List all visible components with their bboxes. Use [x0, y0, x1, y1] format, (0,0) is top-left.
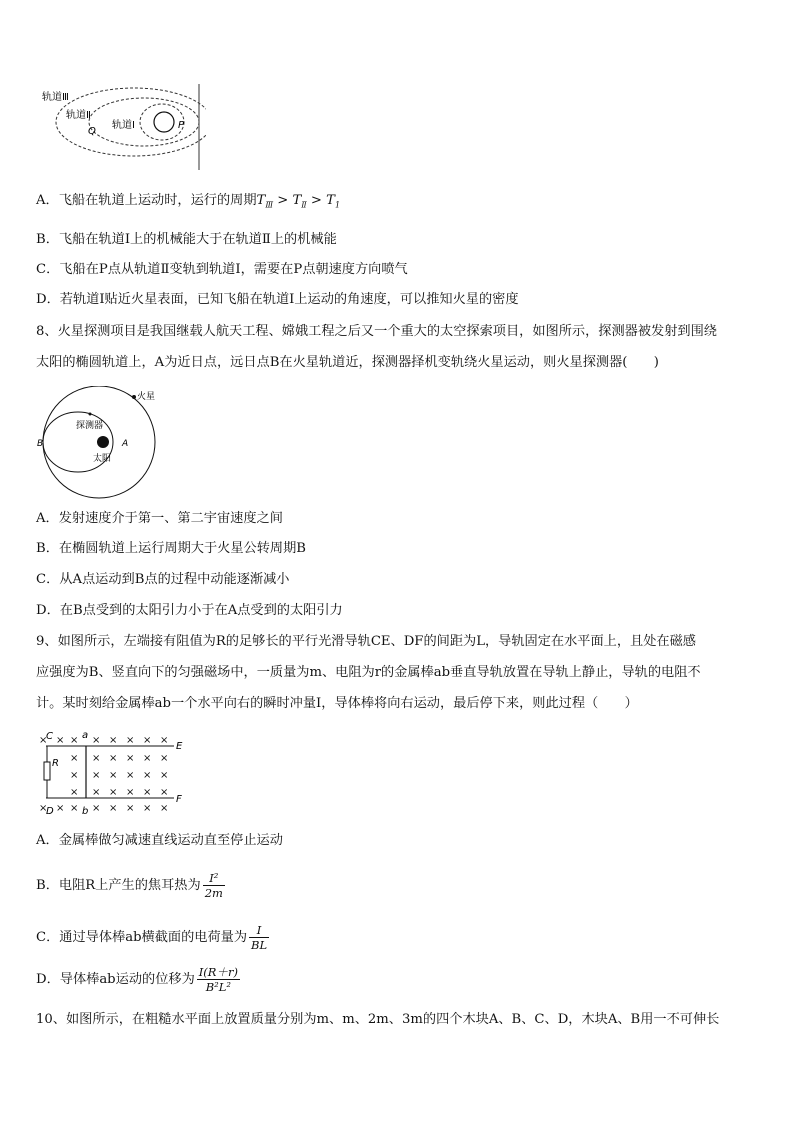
- q9-c-denominator: BL: [251, 938, 268, 952]
- q9-option-b-fraction: [203, 871, 225, 900]
- label-mars: 火星: [137, 392, 156, 402]
- field-cross: ×: [56, 803, 65, 814]
- q9-option-d: [36, 964, 766, 998]
- sun-dot: [97, 436, 109, 448]
- q8-option-d: D．在B点受到的太阳引力小于在A点受到的太阳引力: [36, 603, 343, 618]
- mars-dot: [132, 395, 136, 399]
- q7-option-b: B．飞船在轨道Ⅰ上的机械能大于在轨道Ⅱ上的机械能: [36, 232, 337, 247]
- field-cross: ×: [126, 787, 135, 798]
- label-point-a: A: [122, 439, 129, 449]
- q9-option-c-text: C．通过导体棒ab横截面的电荷量为: [36, 930, 248, 945]
- orbit-figure: [36, 82, 206, 174]
- q9-option-b-text: B．电阻R上产生的焦耳热为: [36, 878, 201, 893]
- q10-stem-line1: 10、如图所示，在粗糙水平面上放置质量分别为m、m、2m、3m的四个木块A、B、C、D，木块A、B用一不可伸长: [36, 1012, 720, 1027]
- label-c: C: [46, 731, 53, 742]
- field-cross: ×: [126, 735, 135, 746]
- field-cross: ×: [160, 735, 169, 746]
- q7-option-d: D．若轨道Ⅰ贴近火星表面，已知飞船在轨道Ⅰ上运动的角速度，可以推知火星的密度: [36, 292, 519, 307]
- field-cross: ×: [126, 770, 135, 781]
- q7-option-c: C．飞船在P点从轨道Ⅱ变轨到轨道Ⅰ，需要在P点朝速度方向喷气: [36, 262, 408, 277]
- q8-stem-line2: 太阳的椭圆轨道上，A为近日点，远日点B在火星轨道近，探测器择机变轨绕火星运动，则火星探测器( ): [36, 355, 659, 370]
- q9-stem-line1: 9、如图所示，左端接有阻值为R的足够长的平行光滑导轨CE、DF的间距为L，导轨固定在水平面上，且处在磁感: [36, 634, 696, 649]
- field-cross: ×: [143, 735, 152, 746]
- probe-dot: [89, 413, 92, 416]
- q9-b-numerator: I²: [203, 871, 225, 886]
- label-r: R: [52, 758, 59, 769]
- label-e: E: [176, 741, 183, 752]
- field-cross: ×: [160, 753, 169, 764]
- q7-option-a-text: A．飞船在轨道上运动时，运行的周期: [36, 193, 257, 208]
- field-cross: ×: [92, 770, 101, 781]
- label-track1: 轨道Ⅰ: [112, 120, 135, 131]
- field-cross: ×: [160, 787, 169, 798]
- field-cross: ×: [92, 753, 101, 764]
- resistor: [44, 762, 50, 780]
- label-point-q: Q: [88, 126, 96, 137]
- field-cross: ×: [126, 753, 135, 764]
- field-cross: ×: [92, 803, 101, 814]
- field-cross: ×: [143, 787, 152, 798]
- field-cross: ×: [70, 735, 79, 746]
- field-crosses: [39, 735, 168, 814]
- label-track3: 轨道Ⅲ: [42, 92, 69, 103]
- mars-planet: [154, 112, 174, 132]
- label-sun: 太阳: [93, 454, 112, 464]
- field-cross: ×: [109, 735, 118, 746]
- q9-option-c-fraction: [249, 923, 269, 952]
- label-f: F: [176, 794, 182, 805]
- sun-mars-figure: [36, 386, 166, 504]
- field-cross: ×: [143, 770, 152, 781]
- q7-period-formula: $T_Ⅲ > T_Ⅱ > T_1$: [256, 193, 341, 210]
- field-cross: ×: [39, 803, 48, 814]
- q9-b-denominator: 2m: [204, 886, 223, 900]
- q8-option-a: A．发射速度介于第一、第二宇宙速度之间: [36, 511, 283, 526]
- q9-option-d-fraction: [197, 965, 240, 994]
- field-cross: ×: [160, 803, 169, 814]
- field-cross: ×: [70, 770, 79, 781]
- field-cross: ×: [160, 770, 169, 781]
- field-cross: ×: [70, 753, 79, 764]
- field-cross: ×: [70, 803, 79, 814]
- q8-option-b: B．在椭圆轨道上运行周期大于火星公转周期B: [36, 541, 306, 556]
- field-cross: ×: [143, 753, 152, 764]
- field-cross: ×: [109, 770, 118, 781]
- label-track2: 轨道Ⅱ: [66, 110, 91, 121]
- field-cross: ×: [92, 787, 101, 798]
- label-d: D: [46, 806, 54, 817]
- field-cross: ×: [56, 735, 65, 746]
- field-cross: ×: [92, 735, 101, 746]
- label-point-p: P: [178, 120, 185, 131]
- field-cross: ×: [70, 787, 79, 798]
- q8-option-c: C．从A点运动到B点的过程中动能逐渐减小: [36, 572, 290, 587]
- field-cross: ×: [109, 787, 118, 798]
- q7-option-a: [36, 193, 766, 214]
- field-cross: ×: [126, 803, 135, 814]
- label-point-b: B: [37, 439, 44, 449]
- field-cross: ×: [109, 753, 118, 764]
- field-cross: ×: [39, 735, 48, 746]
- label-a: a: [82, 730, 89, 741]
- q9-option-c: [36, 922, 766, 956]
- field-cross: ×: [143, 803, 152, 814]
- rail-figure: [36, 726, 188, 818]
- label-b: b: [82, 806, 89, 817]
- q9-stem-line3: 计。某时刻给金属棒ab一个水平向右的瞬时冲量I，导体棒将向右运动，最后停下来，则此过程（ ）: [36, 696, 638, 711]
- q9-d-numerator: I(R＋r): [198, 965, 238, 979]
- q9-option-d-text: D．导体棒ab运动的位移为: [36, 972, 195, 987]
- q9-option-a: A．金属棒做匀减速直线运动直至停止运动: [36, 833, 283, 848]
- label-probe: 探测器: [76, 421, 104, 431]
- q8-stem-line1: 8、火星探测项目是我国继载人航天工程、嫦娥工程之后又一个重大的太空探索项目，如图所示，探测器被发射到围绕: [36, 324, 717, 339]
- q9-option-b: [36, 870, 766, 904]
- q9-d-denominator: B²L²: [205, 980, 231, 994]
- field-cross: ×: [109, 803, 118, 814]
- q9-c-numerator: I: [249, 923, 269, 938]
- q9-stem-line2: 应强度为B、竖直向下的匀强磁场中，一质量为m、电阻为r的金属棒ab垂直导轨放置在导轨上静止，导轨的电阻不: [36, 665, 701, 680]
